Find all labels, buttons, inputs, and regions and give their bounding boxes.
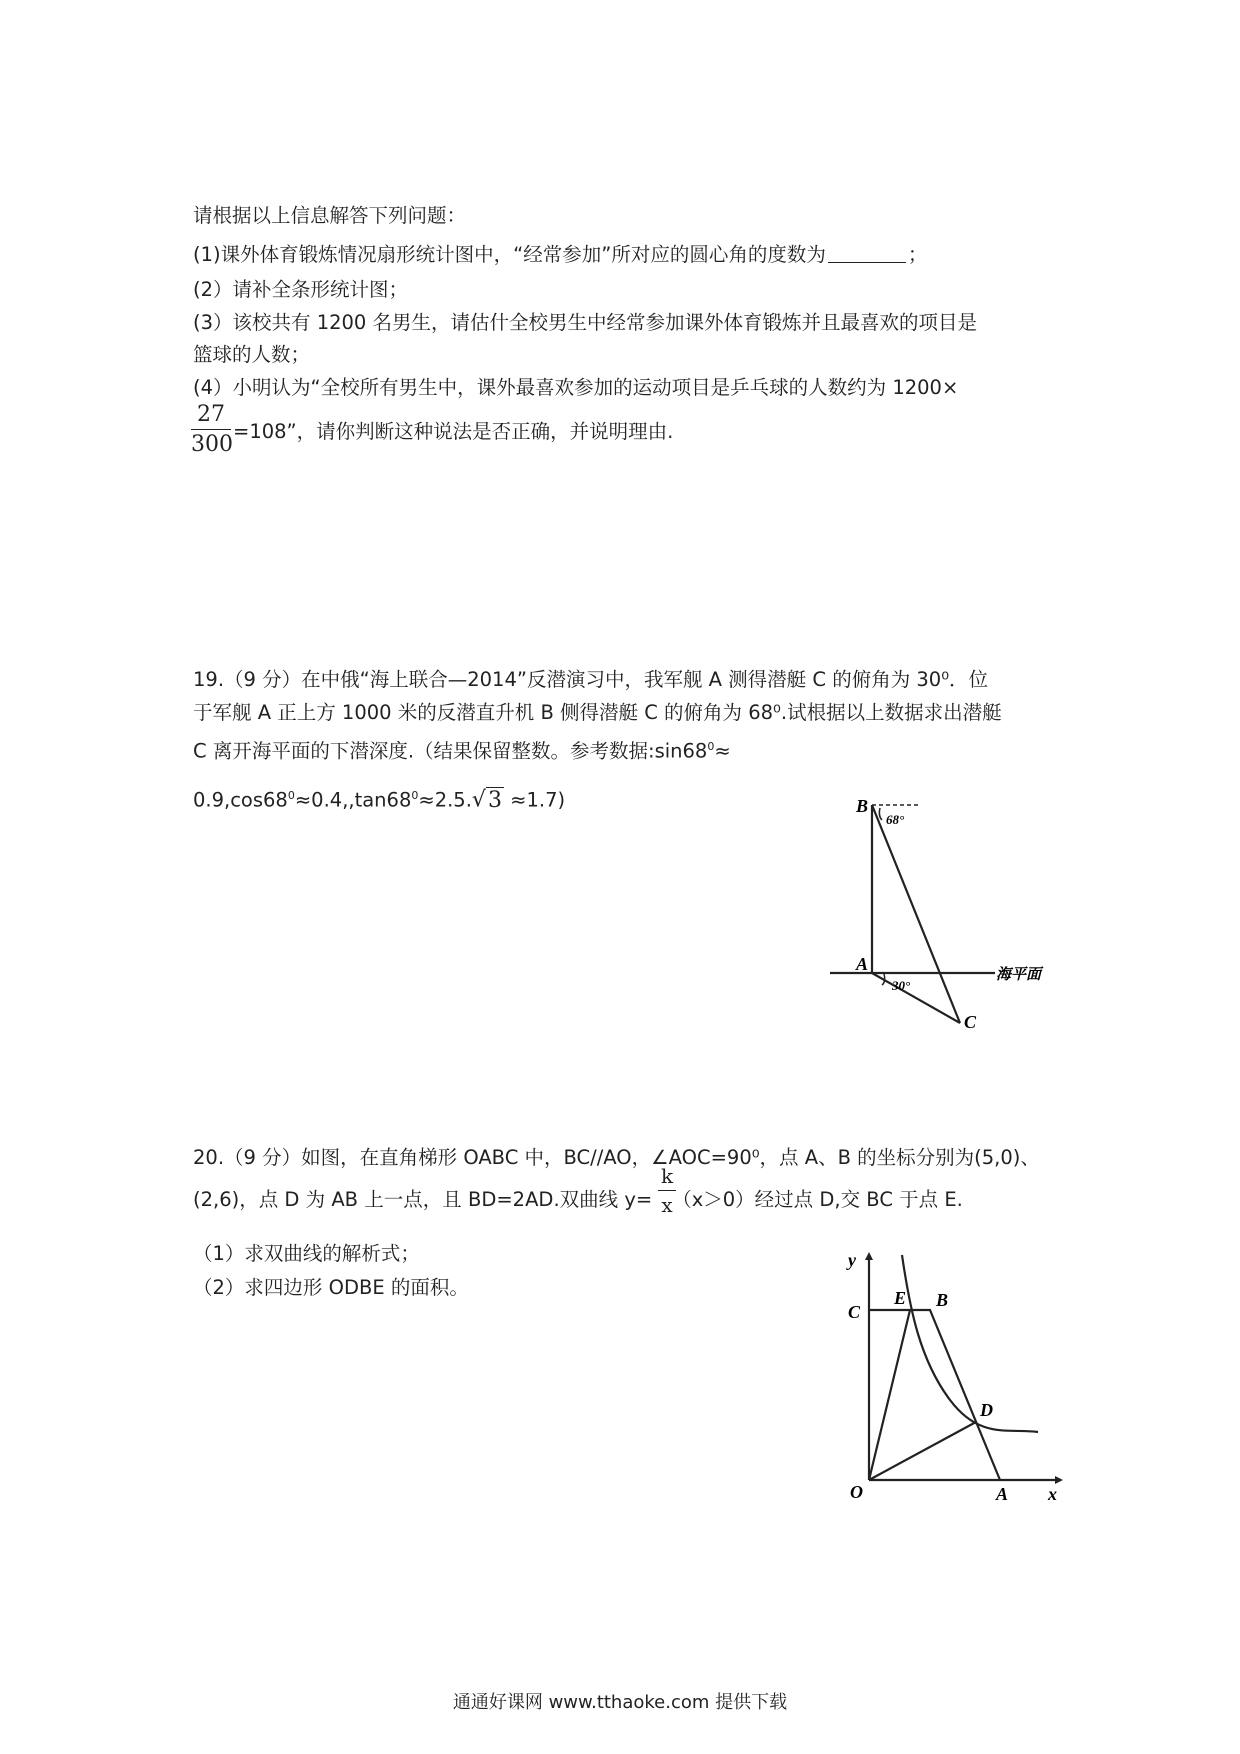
label-d: D bbox=[980, 1400, 993, 1420]
q18-part1: (1)课外体育锻炼情况扇形统计图中，“经常参加”所对应的圆心角的度数为 ； bbox=[193, 243, 928, 266]
label-a: A bbox=[996, 1484, 1009, 1504]
x-axis-arrow bbox=[1055, 1476, 1063, 1484]
line-bc bbox=[872, 805, 960, 1023]
q18-part4-line1: (4）小明认为“全校所有男生中，课外最喜欢参加的运动项目是乒乓球的人数约为 1200× bbox=[193, 376, 959, 399]
label-a: A bbox=[856, 954, 869, 974]
q20-part1: （1）求双曲线的解析式； bbox=[193, 1242, 420, 1265]
q20-line1: 20.（9 分）如图，在直角梯形 OABC 中，BC//AO，∠AOC=90⁰，点 A、B 的坐标分别为(5,0)、 bbox=[193, 1146, 1040, 1169]
label-angle-30: 30° bbox=[892, 978, 911, 993]
line-od bbox=[869, 1422, 976, 1480]
q19-line1: 19.（9 分）在中俄“海上联合—2014”反潜演习中，我军舰 A 测得潜艇 C 的俯角为 30⁰．位 bbox=[193, 668, 989, 691]
label-c: C bbox=[964, 1012, 977, 1032]
label-b: B bbox=[936, 1290, 949, 1310]
q19-line2: 于军舰 A 正上方 1000 米的反潜直升机 B 侧得潜艇 C 的俯角为 68⁰.试根据以上数据求出潜艇 bbox=[193, 701, 1002, 724]
label-x: x bbox=[1048, 1484, 1057, 1504]
q18-part3-line1: (3）该校共有 1200 名男生，请估什全校男生中经常参加课外体育锻炼并且最喜欢的项目是 bbox=[193, 311, 978, 334]
fraction-27-300: 27 300 bbox=[191, 402, 233, 457]
footer-source: 通通好课网 www.tthaoke.com 提供下载 bbox=[452, 1692, 788, 1713]
y-axis-arrow bbox=[865, 1252, 873, 1260]
q20-line2: (2,6)，点 D 为 AB 上一点，且 BD=2AD.双曲线 y= （x＞0）经过点 D,交 BC 于点 E. bbox=[193, 1188, 963, 1211]
fraction-k-x: k x bbox=[658, 1164, 676, 1217]
label-b: B bbox=[856, 796, 869, 816]
q20-part2: （2）求四边形 ODBE 的面积。 bbox=[193, 1276, 469, 1299]
q18-intro: 请根据以上信息解答下列问题： bbox=[193, 204, 467, 227]
label-e: E bbox=[894, 1288, 907, 1308]
label-sea-level: 海平面 bbox=[996, 965, 1042, 983]
q19-line3: C 离开海平面的下潜深度.（结果保留整数。参考数据$:\sin 68^0\approx$ bbox=[193, 739, 731, 763]
answer-blank bbox=[828, 242, 906, 263]
angle-arc-68 bbox=[879, 808, 882, 820]
label-angle-68: 68° bbox=[886, 812, 905, 827]
q19-line4: $0.9,\cos 68^0\approx 0.4,,\tan 68^0\approx 2.5.√3 \approx 1.7$) bbox=[193, 787, 566, 813]
q18-part4-line2: =108”，请你判断这种说法是否正确，并说明理由. bbox=[233, 420, 674, 443]
q18-part3-line2: 篮球的人数； bbox=[193, 343, 311, 366]
line-oe bbox=[869, 1310, 910, 1480]
sqrt-symbol: √3 bbox=[471, 787, 502, 813]
label-y: y bbox=[848, 1250, 856, 1270]
label-o: O bbox=[850, 1482, 863, 1502]
q19-figure bbox=[820, 790, 1070, 1040]
q20-figure bbox=[820, 1250, 1065, 1505]
q18-part2: (2）请补全条形统计图； bbox=[193, 278, 409, 301]
label-c: C bbox=[848, 1302, 861, 1322]
